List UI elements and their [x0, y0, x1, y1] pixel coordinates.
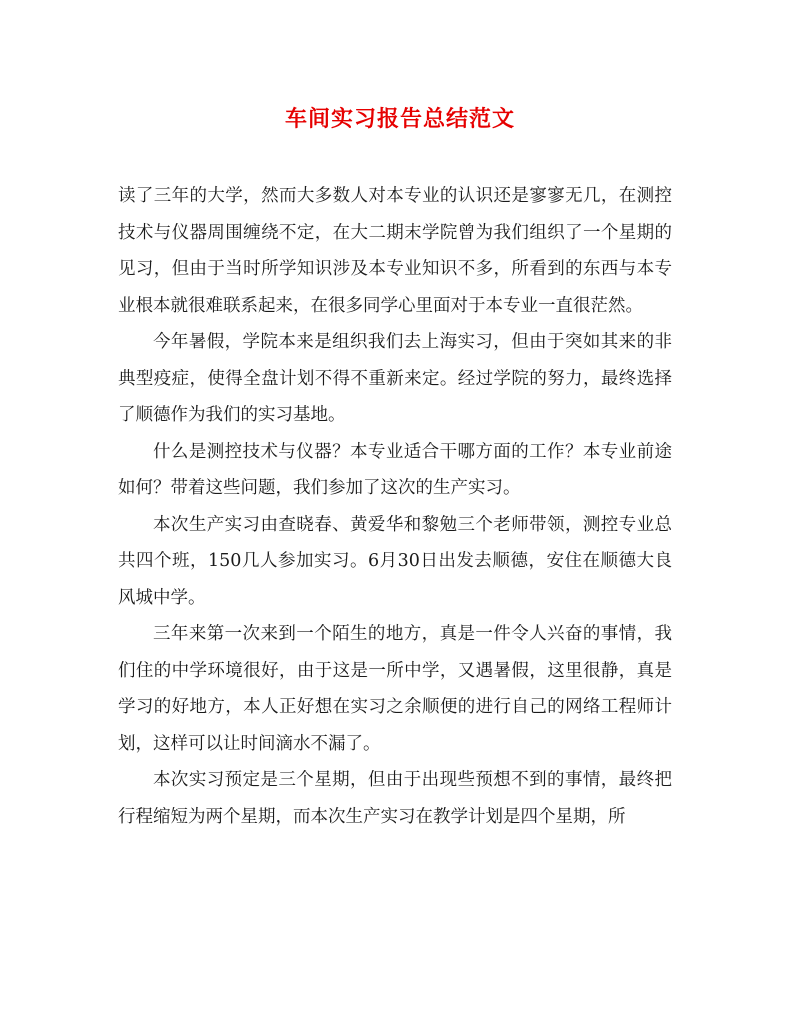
paragraph-3: 什么是测控技术与仪器？本专业适合干哪方面的工作？本专业前途如何？带着这些问题，我们参加了这次的生产实习。 — [118, 441, 672, 498]
paragraph-1: 读了三年的大学，然而大多数人对本专业的认识还是寥寥无几，在测控技术与仪器周围缠绕不定，在大二期末学院曾为我们组织了一个星期的见习，但由于当时所学知识涉及本专业知识不多，所看到的东西与本专业根本就很难联系起来，在很多同学心里面对于本专业一直很茫然。 — [118, 186, 672, 316]
paragraph-2: 今年暑假，学院本来是组织我们去上海实习，但由于突如其来的非典型疫症，使得全盘计划不得不重新来定。经过学院的努力，最终选择了顺德作为我们的实习基地。 — [118, 332, 672, 425]
document-body — [118, 178, 672, 835]
paragraph-4: 本次生产实习由查晓春、黄爱华和黎勉三个老师带领，测控专业总共四个班，150几人参加实习。6月30日出发去顺德，安住在顺德大良风城中学。 — [118, 514, 672, 608]
document-title: 车间实习报告总结范文 — [284, 106, 515, 132]
paragraph-6: 本次实习预定是三个星期，但由于出现些预想不到的事情，最终把行程缩短为两个星期，而本次生产实习在教学计划是四个星期，所 — [118, 770, 672, 827]
paragraph-5: 三年来第一次来到一个陌生的地方，真是一件令人兴奋的事情，我们住的中学环境很好，由于这是一所中学，又遇暑假，这里很静，真是学习的好地方，本人正好想在实习之余顺便的进行自己的网络工程师计划，这样可以让时间滴水不漏了。 — [118, 624, 672, 754]
